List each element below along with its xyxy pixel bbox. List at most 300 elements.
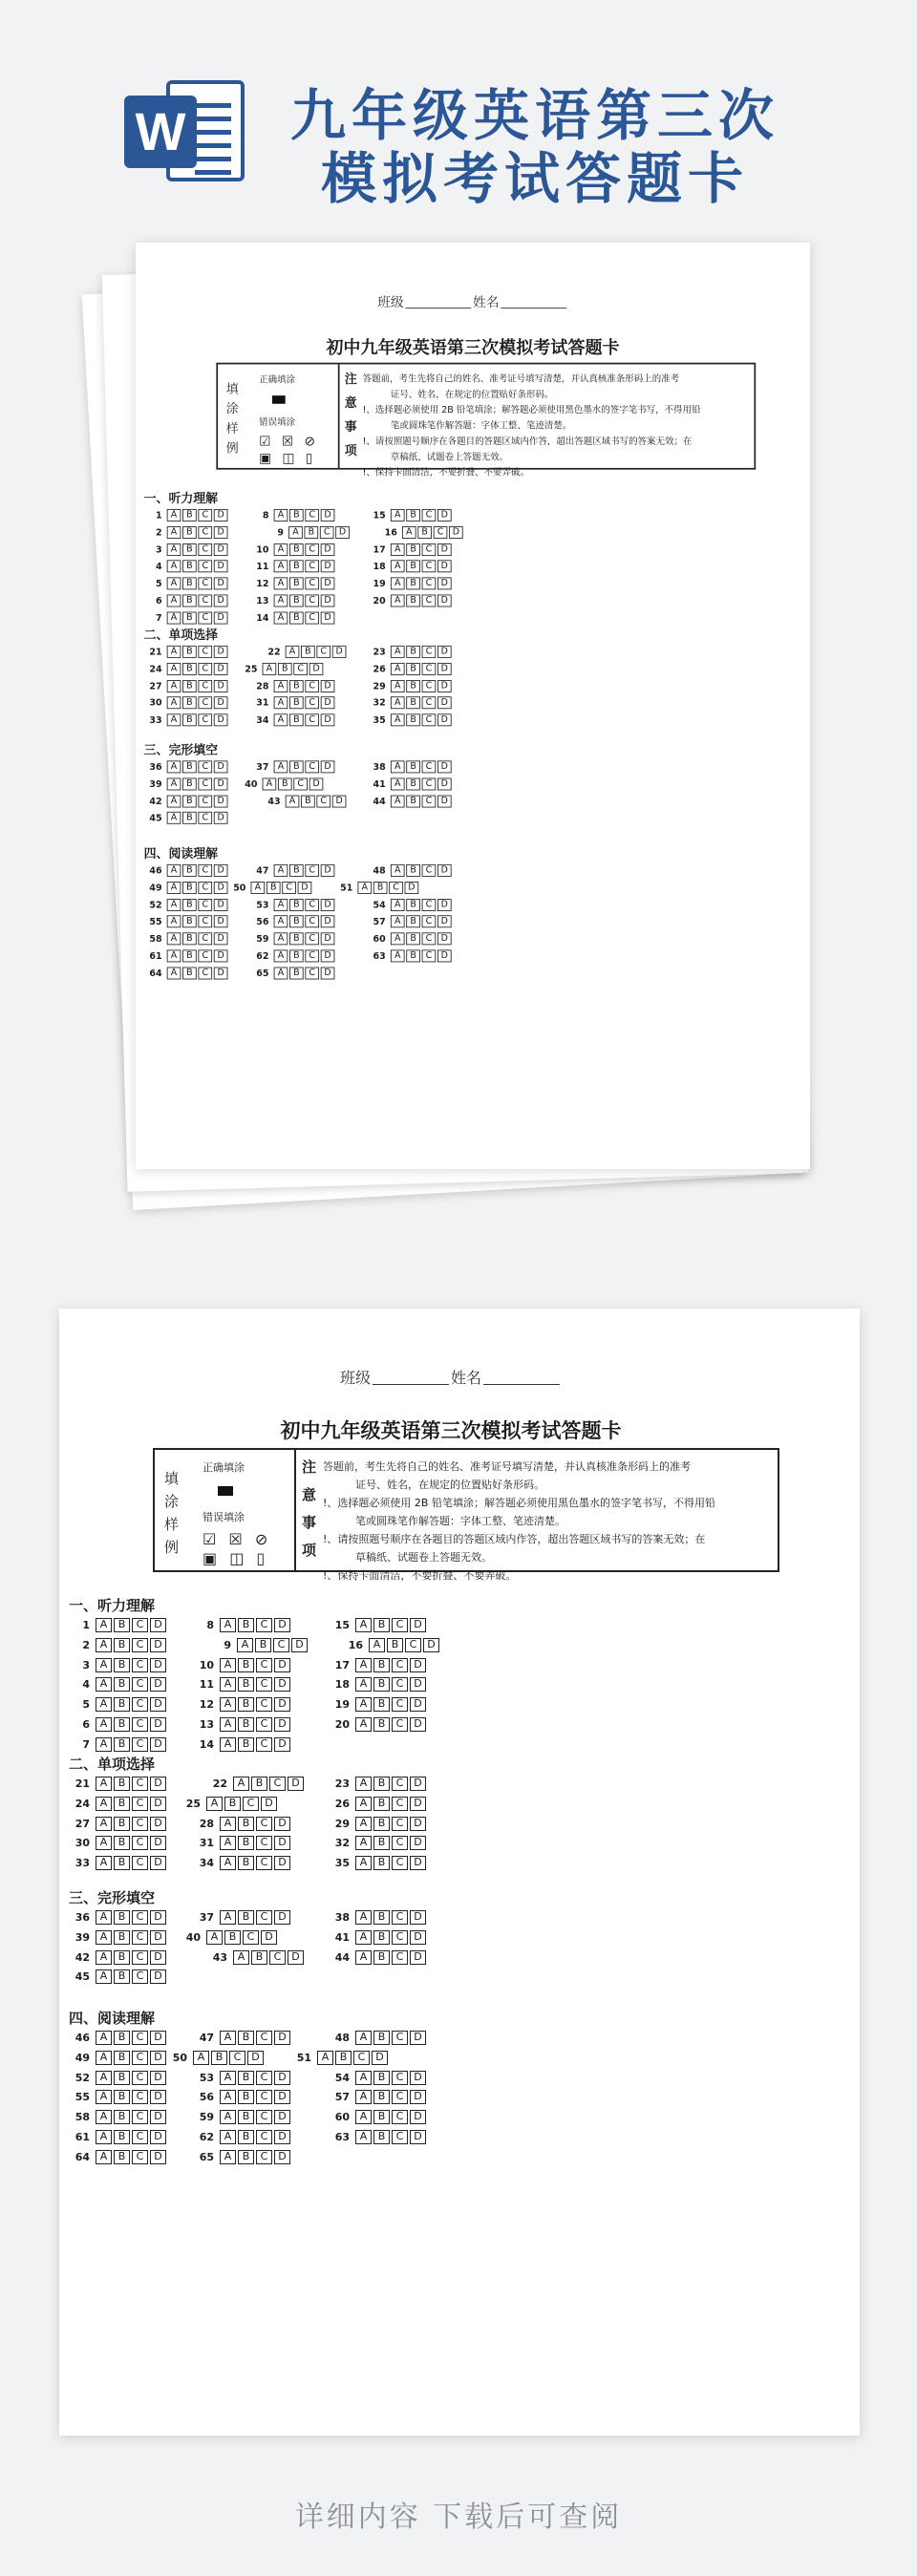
option-bubble-a[interactable]: A: [317, 2051, 333, 2065]
option-bubble-c[interactable]: C: [392, 1618, 408, 1632]
option-bubble-b[interactable]: B: [289, 915, 304, 927]
option-bubble-c[interactable]: C: [305, 915, 319, 927]
option-bubble-b[interactable]: B: [289, 577, 304, 589]
option-bubble-d[interactable]: D: [261, 1797, 277, 1811]
option-bubble-a[interactable]: A: [233, 1950, 249, 1965]
option-bubble-c[interactable]: C: [256, 2110, 272, 2124]
option-bubble-a[interactable]: A: [355, 1697, 372, 1712]
option-bubble-d[interactable]: D: [214, 645, 228, 657]
option-bubble-a[interactable]: A: [391, 863, 405, 876]
option-bubble-a[interactable]: A: [391, 680, 405, 692]
option-bubble-b[interactable]: B: [114, 1817, 130, 1831]
option-bubble-a[interactable]: A: [96, 2130, 112, 2144]
option-bubble-a[interactable]: A: [263, 663, 277, 675]
option-bubble-b[interactable]: B: [238, 1737, 254, 1752]
option-bubble-d[interactable]: D: [150, 1717, 166, 1732]
option-bubble-b[interactable]: B: [255, 1638, 271, 1652]
option-bubble-a[interactable]: A: [193, 2051, 209, 2065]
option-bubble-d[interactable]: D: [150, 1930, 166, 1945]
option-bubble-a[interactable]: A: [233, 1777, 249, 1791]
option-bubble-b[interactable]: B: [335, 2051, 352, 2065]
option-bubble-c[interactable]: C: [256, 1717, 272, 1732]
option-bubble-d[interactable]: D: [150, 2090, 166, 2104]
option-bubble-c[interactable]: C: [305, 713, 319, 726]
option-bubble-a[interactable]: A: [220, 2110, 236, 2124]
option-bubble-c[interactable]: C: [392, 1817, 408, 1831]
option-bubble-b[interactable]: B: [224, 1930, 241, 1945]
option-bubble-c[interactable]: C: [256, 1836, 272, 1850]
option-bubble-d[interactable]: D: [321, 760, 335, 773]
option-bubble-d[interactable]: D: [335, 526, 350, 539]
option-bubble-b[interactable]: B: [406, 760, 420, 773]
option-bubble-c[interactable]: C: [422, 594, 437, 607]
option-bubble-c[interactable]: C: [132, 1797, 148, 1811]
option-bubble-a[interactable]: A: [167, 811, 181, 823]
option-bubble-b[interactable]: B: [182, 760, 197, 773]
option-bubble-d[interactable]: D: [321, 611, 335, 624]
option-bubble-c[interactable]: C: [282, 882, 296, 894]
option-bubble-b[interactable]: B: [114, 2110, 130, 2124]
option-bubble-a[interactable]: A: [391, 949, 405, 962]
option-bubble-b[interactable]: B: [278, 777, 292, 790]
option-bubble-a[interactable]: A: [369, 1638, 385, 1652]
option-bubble-d[interactable]: D: [298, 882, 312, 894]
option-bubble-b[interactable]: B: [114, 1836, 130, 1850]
option-bubble-c[interactable]: C: [256, 1817, 272, 1831]
option-bubble-a[interactable]: A: [391, 777, 405, 790]
option-bubble-b[interactable]: B: [373, 1618, 390, 1632]
option-bubble-b[interactable]: B: [114, 2150, 130, 2164]
option-bubble-d[interactable]: D: [214, 915, 228, 927]
option-bubble-b[interactable]: B: [182, 594, 197, 607]
option-bubble-c[interactable]: C: [132, 1677, 148, 1692]
option-bubble-d[interactable]: D: [410, 2110, 426, 2124]
option-bubble-b[interactable]: B: [406, 713, 420, 726]
option-bubble-d[interactable]: D: [214, 795, 228, 807]
option-bubble-d[interactable]: D: [410, 1717, 426, 1732]
option-bubble-d[interactable]: D: [410, 1797, 426, 1811]
option-bubble-c[interactable]: C: [198, 863, 212, 876]
option-bubble-d[interactable]: D: [410, 1910, 426, 1925]
option-bubble-a[interactable]: A: [355, 2031, 372, 2045]
option-bubble-a[interactable]: A: [96, 1697, 112, 1712]
option-bubble-a[interactable]: A: [96, 1836, 112, 1850]
option-bubble-a[interactable]: A: [357, 882, 372, 894]
option-bubble-b[interactable]: B: [238, 2071, 254, 2085]
option-bubble-d[interactable]: D: [214, 899, 228, 911]
option-bubble-d[interactable]: D: [150, 2071, 166, 2085]
option-bubble-d[interactable]: D: [214, 611, 228, 624]
option-bubble-c[interactable]: C: [392, 1777, 408, 1791]
option-bubble-c[interactable]: C: [198, 696, 212, 709]
option-bubble-c[interactable]: C: [198, 509, 212, 522]
option-bubble-b[interactable]: B: [238, 1817, 254, 1831]
option-bubble-d[interactable]: D: [437, 915, 452, 927]
option-bubble-a[interactable]: A: [96, 2150, 112, 2164]
option-bubble-a[interactable]: A: [274, 594, 288, 607]
option-bubble-d[interactable]: D: [150, 1638, 166, 1652]
option-bubble-d[interactable]: D: [437, 543, 452, 556]
option-bubble-a[interactable]: A: [220, 1697, 236, 1712]
option-bubble-b[interactable]: B: [267, 882, 281, 894]
option-bubble-c[interactable]: C: [392, 2031, 408, 2045]
option-bubble-b[interactable]: B: [182, 577, 197, 589]
option-bubble-d[interactable]: D: [214, 760, 228, 773]
option-bubble-d[interactable]: D: [150, 1777, 166, 1791]
option-bubble-d[interactable]: D: [437, 663, 452, 675]
option-bubble-b[interactable]: B: [289, 680, 304, 692]
option-bubble-b[interactable]: B: [289, 899, 304, 911]
option-bubble-b[interactable]: B: [238, 1856, 254, 1870]
option-bubble-d[interactable]: D: [150, 2031, 166, 2045]
option-bubble-d[interactable]: D: [321, 863, 335, 876]
option-bubble-b[interactable]: B: [406, 949, 420, 962]
option-bubble-b[interactable]: B: [251, 1950, 267, 1965]
option-bubble-b[interactable]: B: [406, 645, 420, 657]
option-bubble-a[interactable]: A: [274, 577, 288, 589]
option-bubble-a[interactable]: A: [167, 863, 181, 876]
option-bubble-a[interactable]: A: [96, 1677, 112, 1692]
option-bubble-d[interactable]: D: [214, 713, 228, 726]
option-bubble-b[interactable]: B: [406, 863, 420, 876]
option-bubble-b[interactable]: B: [289, 611, 304, 624]
option-bubble-d[interactable]: D: [410, 1697, 426, 1712]
option-bubble-b[interactable]: B: [238, 1910, 254, 1925]
option-bubble-a[interactable]: A: [355, 2090, 372, 2104]
option-bubble-d[interactable]: D: [288, 1950, 304, 1965]
option-bubble-a[interactable]: A: [167, 645, 181, 657]
option-bubble-c[interactable]: C: [198, 760, 212, 773]
option-bubble-c[interactable]: C: [305, 760, 319, 773]
option-bubble-b[interactable]: B: [301, 795, 315, 807]
option-bubble-b[interactable]: B: [182, 777, 197, 790]
option-bubble-d[interactable]: D: [214, 882, 228, 894]
option-bubble-a[interactable]: A: [220, 2031, 236, 2045]
option-bubble-d[interactable]: D: [410, 1677, 426, 1692]
option-bubble-b[interactable]: B: [373, 882, 388, 894]
option-bubble-a[interactable]: A: [167, 663, 181, 675]
option-bubble-b[interactable]: B: [406, 577, 420, 589]
option-bubble-d[interactable]: D: [274, 1856, 290, 1870]
option-bubble-d[interactable]: D: [321, 509, 335, 522]
option-bubble-a[interactable]: A: [391, 509, 405, 522]
option-bubble-c[interactable]: C: [392, 1950, 408, 1965]
option-bubble-c[interactable]: C: [243, 1930, 259, 1945]
option-bubble-c[interactable]: C: [198, 899, 212, 911]
option-bubble-c[interactable]: C: [422, 795, 437, 807]
option-bubble-b[interactable]: B: [182, 811, 197, 823]
option-bubble-d[interactable]: D: [437, 713, 452, 726]
option-bubble-b[interactable]: B: [373, 1677, 390, 1692]
option-bubble-b[interactable]: B: [373, 1930, 390, 1945]
option-bubble-c[interactable]: C: [198, 594, 212, 607]
option-bubble-c[interactable]: C: [305, 543, 319, 556]
option-bubble-c[interactable]: C: [320, 526, 334, 539]
option-bubble-d[interactable]: D: [405, 882, 419, 894]
option-bubble-a[interactable]: A: [391, 899, 405, 911]
option-bubble-d[interactable]: D: [150, 1856, 166, 1870]
option-bubble-d[interactable]: D: [410, 2031, 426, 2045]
option-bubble-c[interactable]: C: [198, 645, 212, 657]
option-bubble-c[interactable]: C: [132, 2031, 148, 2045]
option-bubble-a[interactable]: A: [274, 713, 288, 726]
option-bubble-a[interactable]: A: [167, 680, 181, 692]
option-bubble-b[interactable]: B: [238, 1658, 254, 1672]
option-bubble-a[interactable]: A: [391, 577, 405, 589]
option-bubble-b[interactable]: B: [373, 2110, 390, 2124]
option-bubble-a[interactable]: A: [355, 1950, 372, 1965]
option-bubble-b[interactable]: B: [114, 1638, 130, 1652]
option-bubble-d[interactable]: D: [274, 2090, 290, 2104]
option-bubble-d[interactable]: D: [321, 680, 335, 692]
option-bubble-d[interactable]: D: [214, 932, 228, 945]
option-bubble-c[interactable]: C: [392, 2071, 408, 2085]
option-bubble-d[interactable]: D: [410, 1817, 426, 1831]
option-bubble-b[interactable]: B: [238, 2130, 254, 2144]
option-bubble-d[interactable]: D: [261, 1930, 277, 1945]
option-bubble-d[interactable]: D: [150, 1737, 166, 1752]
option-bubble-b[interactable]: B: [373, 2130, 390, 2144]
option-bubble-c[interactable]: C: [305, 967, 319, 979]
option-bubble-b[interactable]: B: [373, 2031, 390, 2045]
option-bubble-b[interactable]: B: [182, 915, 197, 927]
option-bubble-b[interactable]: B: [238, 1717, 254, 1732]
option-bubble-b[interactable]: B: [373, 2090, 390, 2104]
option-bubble-d[interactable]: D: [274, 2110, 290, 2124]
option-bubble-a[interactable]: A: [274, 680, 288, 692]
option-bubble-c[interactable]: C: [305, 577, 319, 589]
option-bubble-d[interactable]: D: [214, 663, 228, 675]
option-bubble-d[interactable]: D: [410, 2071, 426, 2085]
option-bubble-c[interactable]: C: [132, 1856, 148, 1870]
option-bubble-a[interactable]: A: [237, 1638, 253, 1652]
option-bubble-a[interactable]: A: [251, 882, 266, 894]
option-bubble-d[interactable]: D: [150, 1910, 166, 1925]
option-bubble-b[interactable]: B: [182, 863, 197, 876]
option-bubble-d[interactable]: D: [437, 932, 452, 945]
option-bubble-a[interactable]: A: [96, 1950, 112, 1965]
option-bubble-a[interactable]: A: [274, 543, 288, 556]
option-bubble-b[interactable]: B: [114, 1777, 130, 1791]
option-bubble-c[interactable]: C: [132, 1969, 148, 1984]
option-bubble-c[interactable]: C: [132, 1910, 148, 1925]
option-bubble-c[interactable]: C: [305, 509, 319, 522]
option-bubble-b[interactable]: B: [182, 696, 197, 709]
option-bubble-b[interactable]: B: [114, 1717, 130, 1732]
option-bubble-a[interactable]: A: [220, 1677, 236, 1692]
option-bubble-d[interactable]: D: [309, 777, 324, 790]
option-bubble-c[interactable]: C: [198, 882, 212, 894]
option-bubble-b[interactable]: B: [238, 1697, 254, 1712]
option-bubble-b[interactable]: B: [406, 899, 420, 911]
option-bubble-d[interactable]: D: [274, 1677, 290, 1692]
option-bubble-d[interactable]: D: [321, 577, 335, 589]
option-bubble-c[interactable]: C: [422, 760, 437, 773]
option-bubble-c[interactable]: C: [353, 2051, 370, 2065]
option-bubble-d[interactable]: D: [410, 1836, 426, 1850]
option-bubble-b[interactable]: B: [278, 663, 292, 675]
option-bubble-b[interactable]: B: [182, 560, 197, 572]
option-bubble-d[interactable]: D: [214, 777, 228, 790]
option-bubble-c[interactable]: C: [229, 2051, 245, 2065]
option-bubble-c[interactable]: C: [256, 1677, 272, 1692]
option-bubble-a[interactable]: A: [391, 915, 405, 927]
option-bubble-a[interactable]: A: [355, 1797, 372, 1811]
option-bubble-b[interactable]: B: [182, 967, 197, 979]
option-bubble-d[interactable]: D: [321, 560, 335, 572]
option-bubble-c[interactable]: C: [392, 1856, 408, 1870]
option-bubble-d[interactable]: D: [321, 696, 335, 709]
option-bubble-b[interactable]: B: [406, 509, 420, 522]
option-bubble-a[interactable]: A: [355, 1777, 372, 1791]
option-bubble-d[interactable]: D: [214, 863, 228, 876]
option-bubble-a[interactable]: A: [167, 949, 181, 962]
option-bubble-b[interactable]: B: [406, 680, 420, 692]
option-bubble-b[interactable]: B: [114, 1697, 130, 1712]
option-bubble-b[interactable]: B: [406, 777, 420, 790]
option-bubble-c[interactable]: C: [198, 932, 212, 945]
option-bubble-a[interactable]: A: [274, 696, 288, 709]
option-bubble-b[interactable]: B: [305, 526, 319, 539]
option-bubble-a[interactable]: A: [96, 1638, 112, 1652]
option-bubble-d[interactable]: D: [437, 777, 452, 790]
option-bubble-d[interactable]: D: [247, 2051, 264, 2065]
option-bubble-c[interactable]: C: [422, 777, 437, 790]
option-bubble-d[interactable]: D: [274, 1618, 290, 1632]
option-bubble-d[interactable]: D: [321, 915, 335, 927]
name-blank[interactable]: [483, 1370, 560, 1385]
option-bubble-c[interactable]: C: [422, 713, 437, 726]
option-bubble-a[interactable]: A: [391, 663, 405, 675]
option-bubble-c[interactable]: C: [198, 795, 212, 807]
option-bubble-a[interactable]: A: [391, 932, 405, 945]
option-bubble-b[interactable]: B: [289, 560, 304, 572]
option-bubble-a[interactable]: A: [220, 1737, 236, 1752]
option-bubble-a[interactable]: A: [391, 795, 405, 807]
option-bubble-d[interactable]: D: [437, 577, 452, 589]
option-bubble-c[interactable]: C: [305, 899, 319, 911]
option-bubble-a[interactable]: A: [355, 1658, 372, 1672]
option-bubble-c[interactable]: C: [198, 811, 212, 823]
option-bubble-a[interactable]: A: [274, 899, 288, 911]
option-bubble-a[interactable]: A: [274, 509, 288, 522]
option-bubble-b[interactable]: B: [211, 2051, 227, 2065]
option-bubble-d[interactable]: D: [150, 2051, 166, 2065]
option-bubble-b[interactable]: B: [373, 1817, 390, 1831]
option-bubble-c[interactable]: C: [132, 1777, 148, 1791]
option-bubble-a[interactable]: A: [167, 611, 181, 624]
option-bubble-b[interactable]: B: [373, 1777, 390, 1791]
option-bubble-d[interactable]: D: [150, 1836, 166, 1850]
option-bubble-a[interactable]: A: [391, 760, 405, 773]
option-bubble-a[interactable]: A: [167, 932, 181, 945]
option-bubble-a[interactable]: A: [167, 560, 181, 572]
option-bubble-a[interactable]: A: [355, 2110, 372, 2124]
option-bubble-a[interactable]: A: [220, 1910, 236, 1925]
option-bubble-d[interactable]: D: [437, 949, 452, 962]
option-bubble-b[interactable]: B: [406, 594, 420, 607]
option-bubble-a[interactable]: A: [220, 2150, 236, 2164]
option-bubble-c[interactable]: C: [132, 1717, 148, 1732]
option-bubble-a[interactable]: A: [167, 577, 181, 589]
option-bubble-a[interactable]: A: [274, 967, 288, 979]
class-blank[interactable]: [405, 295, 471, 309]
option-bubble-c[interactable]: C: [422, 645, 437, 657]
option-bubble-c[interactable]: C: [132, 2071, 148, 2085]
option-bubble-a[interactable]: A: [288, 526, 303, 539]
option-bubble-a[interactable]: A: [96, 2110, 112, 2124]
option-bubble-d[interactable]: D: [150, 1817, 166, 1831]
option-bubble-d[interactable]: D: [410, 1856, 426, 1870]
option-bubble-b[interactable]: B: [182, 509, 197, 522]
option-bubble-a[interactable]: A: [355, 1677, 372, 1692]
option-bubble-d[interactable]: D: [214, 696, 228, 709]
option-bubble-a[interactable]: A: [274, 863, 288, 876]
option-bubble-c[interactable]: C: [273, 1638, 289, 1652]
option-bubble-a[interactable]: A: [274, 932, 288, 945]
option-bubble-c[interactable]: C: [256, 1658, 272, 1672]
option-bubble-b[interactable]: B: [238, 1836, 254, 1850]
option-bubble-c[interactable]: C: [305, 680, 319, 692]
option-bubble-b[interactable]: B: [114, 1950, 130, 1965]
option-bubble-a[interactable]: A: [355, 1836, 372, 1850]
option-bubble-b[interactable]: B: [289, 949, 304, 962]
option-bubble-b[interactable]: B: [114, 2031, 130, 2045]
option-bubble-b[interactable]: B: [289, 760, 304, 773]
option-bubble-d[interactable]: D: [291, 1638, 308, 1652]
option-bubble-a[interactable]: A: [220, 1618, 236, 1632]
option-bubble-a[interactable]: A: [220, 2130, 236, 2144]
option-bubble-c[interactable]: C: [243, 1797, 259, 1811]
option-bubble-d[interactable]: D: [150, 1618, 166, 1632]
option-bubble-a[interactable]: A: [96, 2071, 112, 2085]
option-bubble-a[interactable]: A: [391, 645, 405, 657]
option-bubble-c[interactable]: C: [132, 1737, 148, 1752]
option-bubble-d[interactable]: D: [274, 1717, 290, 1732]
option-bubble-a[interactable]: A: [274, 949, 288, 962]
option-bubble-c[interactable]: C: [389, 882, 403, 894]
option-bubble-a[interactable]: A: [274, 560, 288, 572]
option-bubble-c[interactable]: C: [132, 1658, 148, 1672]
option-bubble-b[interactable]: B: [373, 1856, 390, 1870]
option-bubble-d[interactable]: D: [214, 543, 228, 556]
option-bubble-a[interactable]: A: [274, 760, 288, 773]
option-bubble-d[interactable]: D: [437, 760, 452, 773]
option-bubble-b[interactable]: B: [114, 1910, 130, 1925]
option-bubble-c[interactable]: C: [392, 2090, 408, 2104]
option-bubble-c[interactable]: C: [256, 2031, 272, 2045]
option-bubble-c[interactable]: C: [392, 2110, 408, 2124]
option-bubble-d[interactable]: D: [274, 2031, 290, 2045]
option-bubble-b[interactable]: B: [406, 795, 420, 807]
option-bubble-d[interactable]: D: [332, 795, 347, 807]
option-bubble-c[interactable]: C: [422, 899, 437, 911]
option-bubble-b[interactable]: B: [238, 1618, 254, 1632]
option-bubble-c[interactable]: C: [305, 696, 319, 709]
option-bubble-d[interactable]: D: [437, 509, 452, 522]
option-bubble-d[interactable]: D: [321, 967, 335, 979]
option-bubble-c[interactable]: C: [132, 1836, 148, 1850]
option-bubble-c[interactable]: C: [293, 663, 308, 675]
option-bubble-b[interactable]: B: [373, 1836, 390, 1850]
option-bubble-c[interactable]: C: [392, 2130, 408, 2144]
option-bubble-b[interactable]: B: [373, 1658, 390, 1672]
option-bubble-c[interactable]: C: [293, 777, 308, 790]
option-bubble-a[interactable]: A: [355, 1930, 372, 1945]
option-bubble-b[interactable]: B: [182, 543, 197, 556]
option-bubble-b[interactable]: B: [406, 915, 420, 927]
option-bubble-a[interactable]: A: [167, 777, 181, 790]
